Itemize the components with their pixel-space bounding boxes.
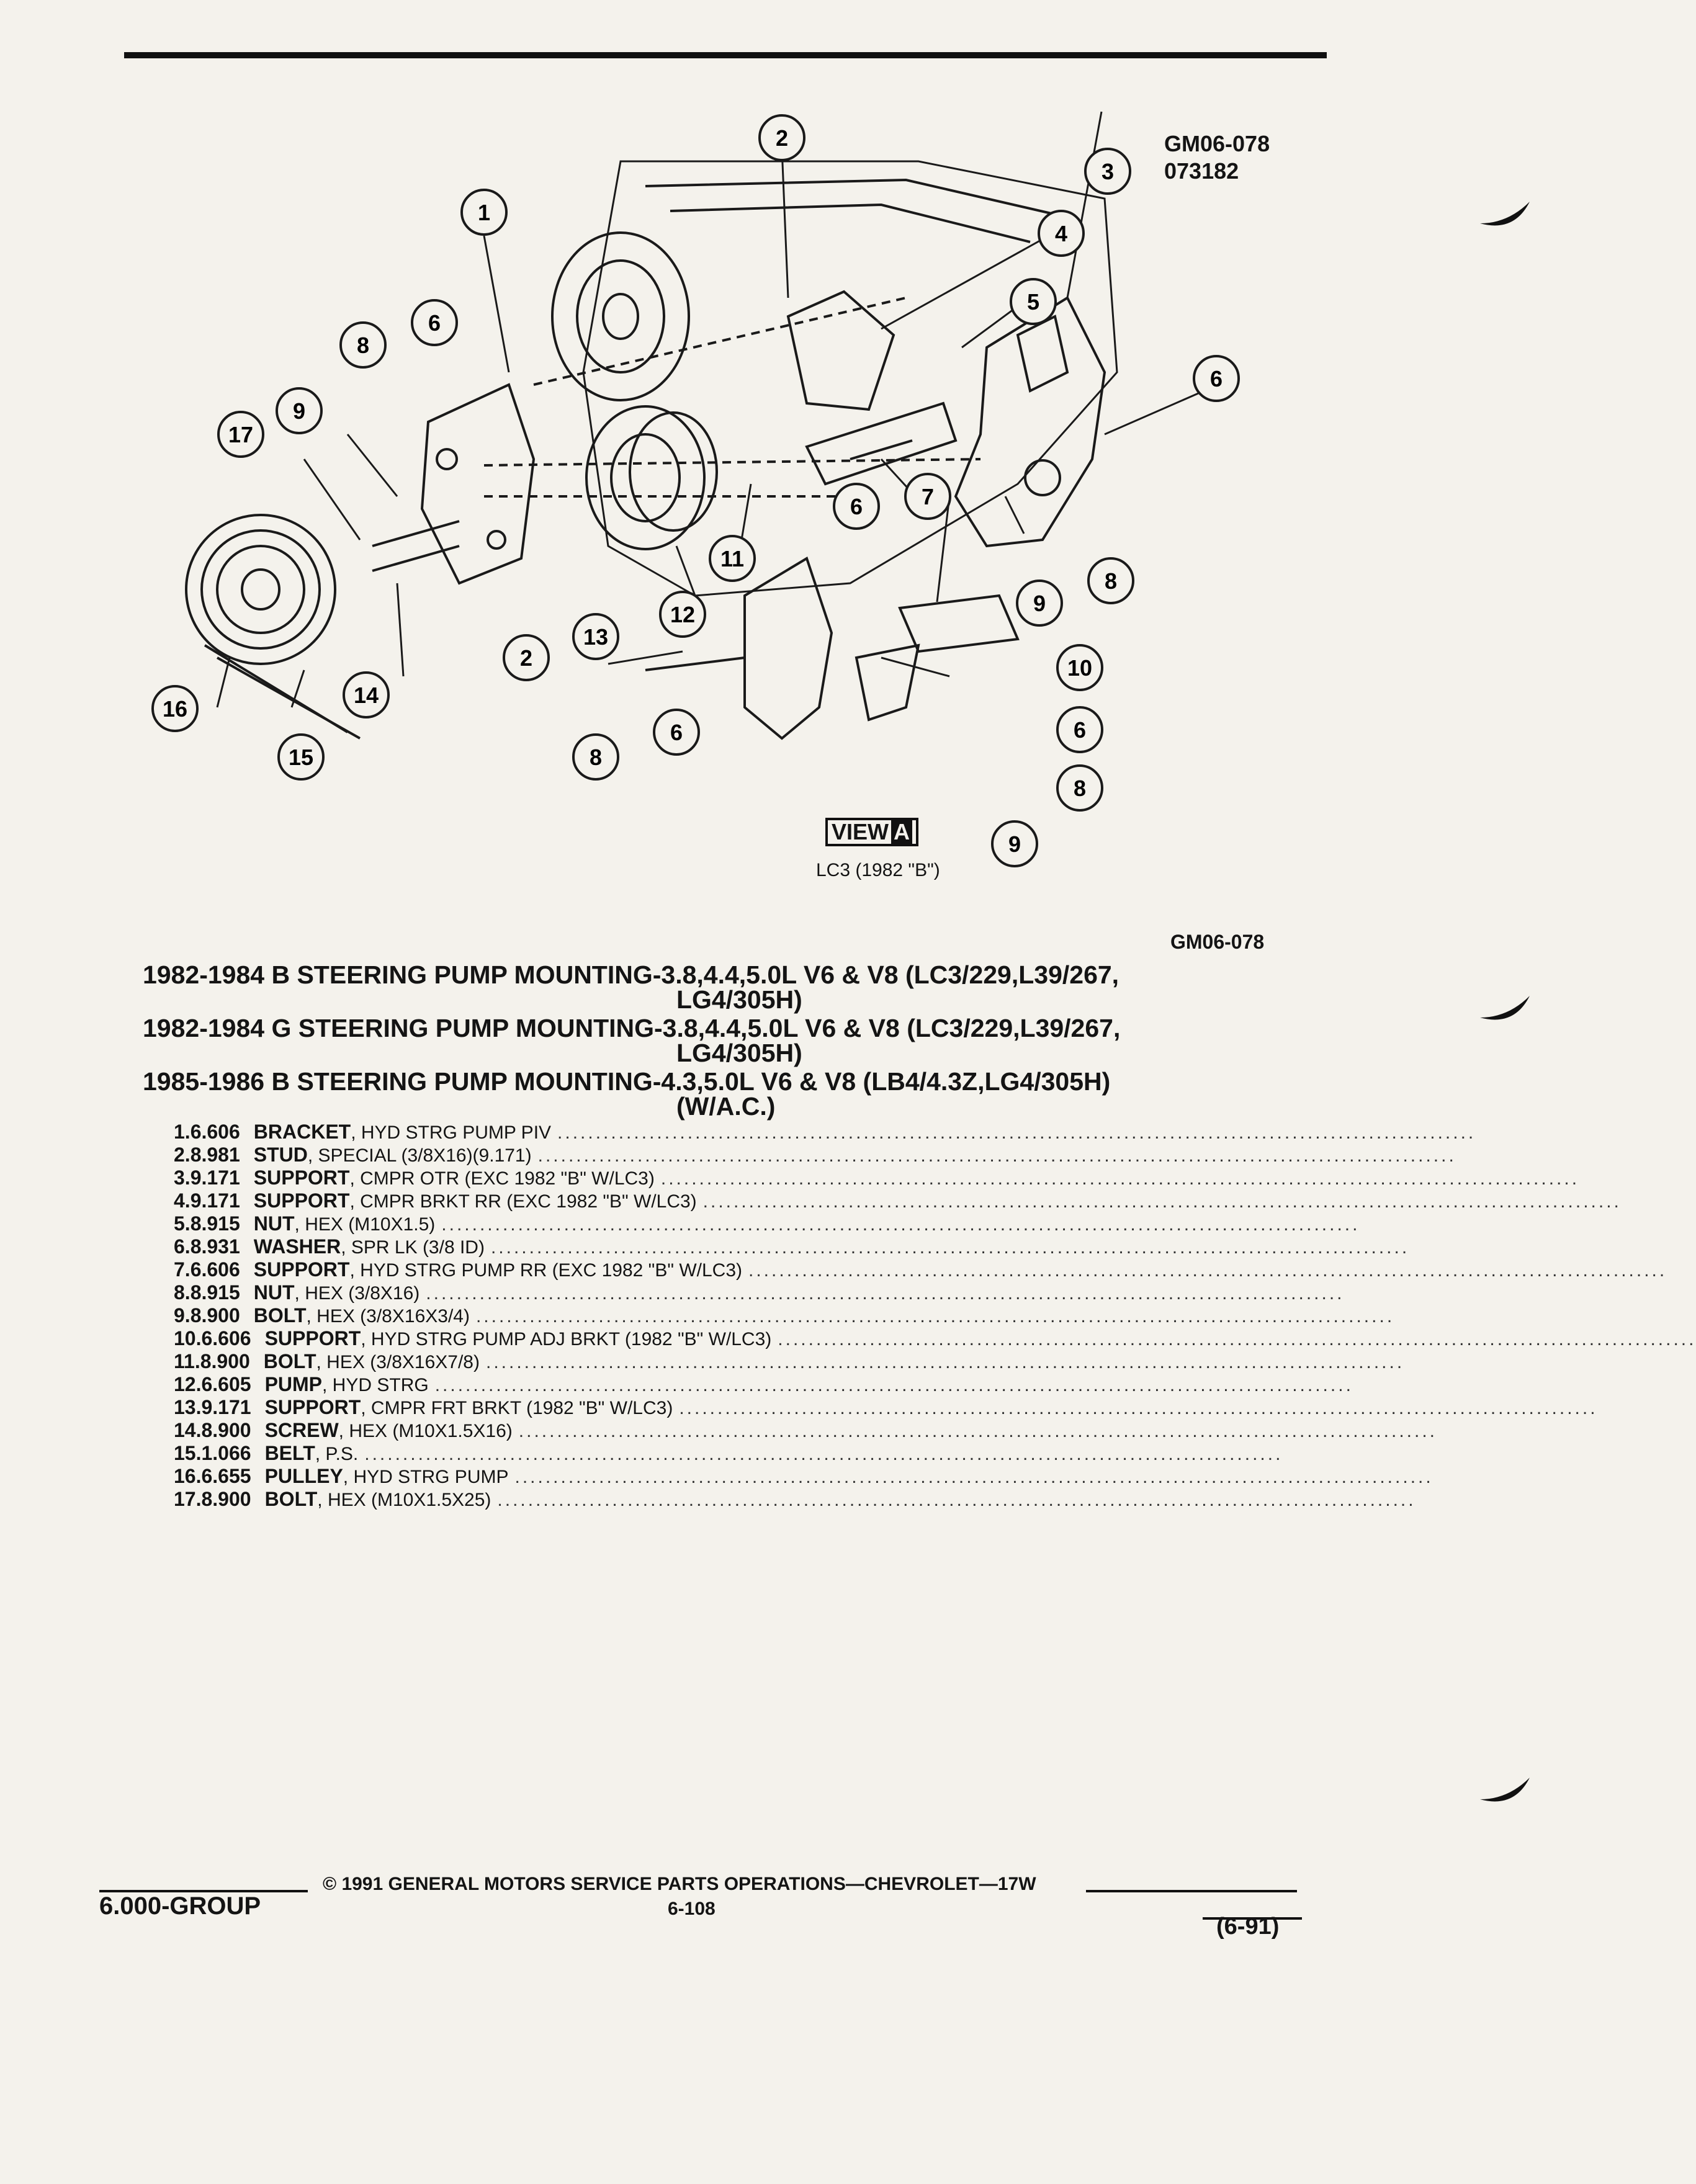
part-name: NUT	[253, 1281, 295, 1304]
leader-dots: ........................................................................................................................	[778, 1329, 1696, 1349]
footer-rule-right	[1086, 1890, 1297, 1892]
part-description: , CMPR OTR (EXC 1982 "B" W/LC3)	[349, 1168, 655, 1189]
svg-text:3: 3	[1101, 159, 1115, 184]
part-description: , P.S.	[315, 1444, 359, 1464]
part-number: 6.	[174, 1235, 191, 1258]
figure-id: GM06-078	[1164, 131, 1270, 156]
figure-code: GM06-078	[1170, 931, 1265, 953]
part-description: , HEX (3/8X16)	[294, 1283, 420, 1304]
part-number: 7.	[174, 1258, 191, 1281]
leader-dots: ........................................................................................................................	[475, 1306, 1395, 1327]
leader-dots: ........................................................................................................................	[441, 1214, 1360, 1235]
part-description: , HEX (M10X1.5X25)	[317, 1490, 491, 1510]
part-name: SUPPORT	[264, 1396, 361, 1418]
part-group-code: 8.915	[190, 1281, 240, 1304]
svg-text:14: 14	[353, 682, 379, 708]
part-description: , HYD STRG PUMP PIV	[351, 1122, 552, 1143]
part-row	[174, 1419, 1437, 1442]
svg-text:5: 5	[1026, 289, 1040, 315]
callout-9-a	[277, 388, 321, 433]
part-group-code: 9.171	[190, 1189, 240, 1212]
part-row	[174, 1465, 1434, 1488]
leader-dots: ........................................................................................................................	[557, 1122, 1476, 1143]
svg-text:6: 6	[850, 494, 863, 519]
part-group-code: 6.606	[190, 1121, 240, 1143]
callout-13	[573, 614, 618, 659]
svg-text:9: 9	[1008, 831, 1021, 857]
callout-5	[1011, 279, 1056, 324]
part-group-code: 8.981	[190, 1143, 240, 1166]
callout-6-b	[1194, 356, 1239, 401]
callout-6-a	[412, 300, 457, 345]
callout-3	[1085, 149, 1130, 194]
callout-1	[462, 190, 506, 235]
part-name: PULLEY	[264, 1465, 343, 1487]
callout-16	[153, 686, 197, 731]
part-number: 11.	[174, 1350, 200, 1372]
svg-text:15: 15	[288, 745, 314, 770]
view-caption: LC3 (1982 "B")	[816, 860, 940, 880]
footer-group: 6.000-GROUP	[99, 1892, 261, 1920]
part-description: , HYD STRG PUMP RR (EXC 1982 "B" W/LC3)	[349, 1260, 743, 1281]
part-number: 9.	[174, 1304, 191, 1327]
svg-text:2: 2	[775, 125, 789, 151]
callout-4	[1039, 211, 1084, 256]
svg-text:6: 6	[428, 310, 441, 336]
svg-text:8: 8	[356, 333, 370, 358]
callout-9-b	[1017, 581, 1062, 625]
binder-hole-mark	[1477, 993, 1533, 1030]
part-number: 3.	[174, 1166, 191, 1189]
title-line: 1982-1984 B STEERING PUMP MOUNTING-3.8,4.4,5.0L V6 & V8 (LC3/229,L39/267,	[143, 960, 1119, 989]
part-number: 15.	[174, 1442, 202, 1464]
svg-text:8: 8	[1073, 776, 1087, 801]
part-name: NUT	[253, 1212, 295, 1235]
title-block-2	[143, 1014, 1334, 1067]
part-name: BOLT	[253, 1304, 307, 1327]
title-line: 1982-1984 G STEERING PUMP MOUNTING-3.8,4.4,5.0L V6 & V8 (LC3/229,L39/267,	[143, 1014, 1121, 1042]
part-group-code: 9.171	[190, 1166, 240, 1189]
part-name: BOLT	[264, 1488, 318, 1510]
callout-2	[760, 115, 804, 160]
part-number: 13.	[174, 1396, 202, 1418]
title-block-3	[143, 1067, 1334, 1121]
part-name: BRACKET	[253, 1121, 351, 1143]
callout-10	[1057, 645, 1102, 690]
svg-text:2: 2	[519, 645, 533, 671]
part-description: , HEX (3/8X16X3/4)	[306, 1306, 470, 1327]
part-group-code: 6.606	[190, 1258, 240, 1281]
part-group-code: 1.066	[201, 1442, 251, 1464]
part-number: 16.	[174, 1465, 202, 1487]
part-group-code: 6.655	[201, 1465, 251, 1487]
callout-11	[710, 536, 755, 581]
part-row	[174, 1304, 1395, 1327]
callout-8-b	[1088, 558, 1133, 603]
part-number: 12.	[174, 1373, 202, 1395]
part-description: , HEX (M10X1.5X16)	[338, 1421, 513, 1441]
part-row	[174, 1166, 1580, 1189]
part-number: 10.	[174, 1327, 202, 1349]
binder-hole-mark	[1477, 199, 1533, 236]
part-group-code: 6.605	[201, 1373, 251, 1395]
part-number: 5.	[174, 1212, 191, 1235]
part-number: 2.	[174, 1143, 191, 1166]
part-row	[174, 1143, 1456, 1166]
leader-dots: ........................................................................................................................	[702, 1191, 1622, 1212]
part-number: 14.	[174, 1419, 202, 1441]
part-row	[174, 1373, 1353, 1396]
part-row	[174, 1327, 1696, 1350]
leader-dots: ........................................................................................................................	[679, 1398, 1598, 1418]
svg-text:13: 13	[583, 624, 609, 650]
callout-15	[279, 735, 323, 779]
part-row	[174, 1121, 1476, 1143]
part-group-code: 9.171	[201, 1396, 251, 1418]
part-group-code: 6.606	[201, 1327, 251, 1349]
title-continuation: LG4/305H)	[676, 1039, 802, 1067]
callouts	[153, 115, 1239, 866]
part-description: , HYD STRG PUMP ADJ BRKT (1982 "B" W/LC3)	[361, 1329, 772, 1349]
part-description: , CMPR FRT BRKT (1982 "B" W/LC3)	[361, 1398, 673, 1418]
leader-dots: ........................................................................................................................	[660, 1168, 1580, 1189]
callout-17	[218, 412, 263, 457]
svg-text:6: 6	[670, 720, 683, 745]
callout-9-c	[992, 821, 1037, 866]
part-row	[174, 1212, 1360, 1235]
part-group-code: 8.900	[201, 1419, 251, 1441]
svg-text:11: 11	[720, 546, 745, 571]
parts-list	[174, 1121, 1696, 1511]
svg-text:10: 10	[1067, 655, 1093, 681]
part-row	[174, 1350, 1405, 1373]
part-row	[174, 1258, 1667, 1281]
leader-dots: ........................................................................................................................	[497, 1490, 1416, 1510]
part-name: BOLT	[263, 1350, 316, 1372]
svg-text:9: 9	[1033, 591, 1046, 616]
svg-text:6: 6	[1209, 366, 1223, 392]
part-number: 8.	[174, 1281, 191, 1304]
leader-dots: ........................................................................................................................	[537, 1145, 1456, 1166]
svg-text:7: 7	[921, 484, 935, 509]
svg-text:1: 1	[477, 200, 491, 225]
part-name: SUPPORT	[264, 1327, 361, 1349]
part-number: 4.	[174, 1189, 191, 1212]
part-group-code: 8.900	[200, 1350, 250, 1372]
part-description: , SPR LK (3/8 ID)	[341, 1237, 485, 1258]
part-number: 17.	[174, 1488, 202, 1510]
footer-copyright: © 1991 GENERAL MOTORS SERVICE PARTS OPERATIONS—CHEVROLET—17W	[323, 1874, 1036, 1894]
footer-revision: (6-91)	[1216, 1913, 1280, 1940]
part-row	[174, 1488, 1416, 1511]
footer-page-number: 6-108	[668, 1899, 716, 1919]
part-name: SUPPORT	[253, 1166, 350, 1189]
engine-line-art	[186, 161, 1117, 738]
callout-12	[660, 592, 705, 637]
part-row	[174, 1281, 1345, 1304]
callout-6-c	[834, 484, 879, 529]
leader-dots: ........................................................................................................................	[434, 1375, 1353, 1395]
title-block-1	[143, 960, 1334, 1014]
callout-6-d	[654, 710, 699, 754]
svg-text:6: 6	[1073, 717, 1087, 743]
leader-dots: ........................................................................................................................	[490, 1237, 1410, 1258]
part-group-code: 8.931	[190, 1235, 240, 1258]
part-row	[174, 1396, 1598, 1419]
part-description: , HEX (3/8X16X7/8)	[316, 1352, 480, 1372]
part-description: , HYD STRG PUMP	[343, 1467, 509, 1487]
part-row	[174, 1442, 1283, 1465]
leader-dots: ........................................................................................................................	[518, 1421, 1437, 1441]
part-group-code: 8.900	[190, 1304, 240, 1327]
part-name: PUMP	[264, 1373, 323, 1395]
title-continuation: LG4/305H)	[676, 985, 802, 1014]
callout-14	[344, 673, 388, 717]
part-name: SCREW	[264, 1419, 339, 1441]
leader-dots: ........................................................................................................................	[426, 1283, 1345, 1304]
part-row	[174, 1235, 1410, 1258]
svg-text:17: 17	[228, 422, 254, 447]
part-name: BELT	[264, 1442, 315, 1464]
figure-date-code: 073182	[1164, 158, 1239, 184]
part-group-code: 8.915	[190, 1212, 240, 1235]
part-description: , SPECIAL (3/8X16)(9.171)	[307, 1145, 532, 1166]
leader-dots: ........................................................................................................................	[514, 1467, 1434, 1487]
part-name: SUPPORT	[253, 1258, 350, 1281]
part-group-code: 8.900	[201, 1488, 251, 1510]
section-titles	[143, 960, 1334, 1121]
svg-text:8: 8	[589, 745, 603, 770]
svg-text:9: 9	[292, 398, 306, 424]
part-name: SUPPORT	[253, 1189, 350, 1212]
svg-text:4: 4	[1054, 221, 1068, 246]
part-description: , HYD STRG	[322, 1375, 429, 1395]
callout-6-e	[1057, 707, 1102, 752]
part-name: WASHER	[253, 1235, 341, 1258]
callout-8-d	[1057, 766, 1102, 810]
callout-8-a	[341, 323, 385, 367]
top-rule	[124, 52, 1327, 58]
title-continuation: (W/A.C.)	[676, 1092, 776, 1121]
part-number: 1.	[174, 1121, 191, 1143]
part-row	[174, 1189, 1622, 1212]
svg-text:8: 8	[1104, 568, 1118, 594]
view-label: VIEW A	[825, 818, 918, 846]
part-description: , HEX (M10X1.5)	[294, 1214, 436, 1235]
binder-hole-mark	[1477, 1774, 1533, 1812]
title-line: 1985-1986 B STEERING PUMP MOUNTING-4.3,5.0L V6 & V8 (LB4/4.3Z,LG4/305H)	[143, 1067, 1111, 1096]
leader-dots: ........................................................................................................................	[748, 1260, 1667, 1281]
view-letter: A	[891, 819, 912, 844]
callout-7	[905, 474, 950, 519]
callout-2-b	[504, 635, 549, 680]
svg-text:12: 12	[670, 602, 696, 627]
svg-text:16: 16	[162, 696, 188, 722]
callout-8-c	[573, 735, 618, 779]
part-name: STUD	[253, 1143, 308, 1166]
leader-dots: ........................................................................................................................	[364, 1444, 1283, 1464]
leader-dots: ........................................................................................................................	[485, 1352, 1405, 1372]
part-description: , CMPR BRKT RR (EXC 1982 "B" W/LC3)	[349, 1191, 697, 1212]
